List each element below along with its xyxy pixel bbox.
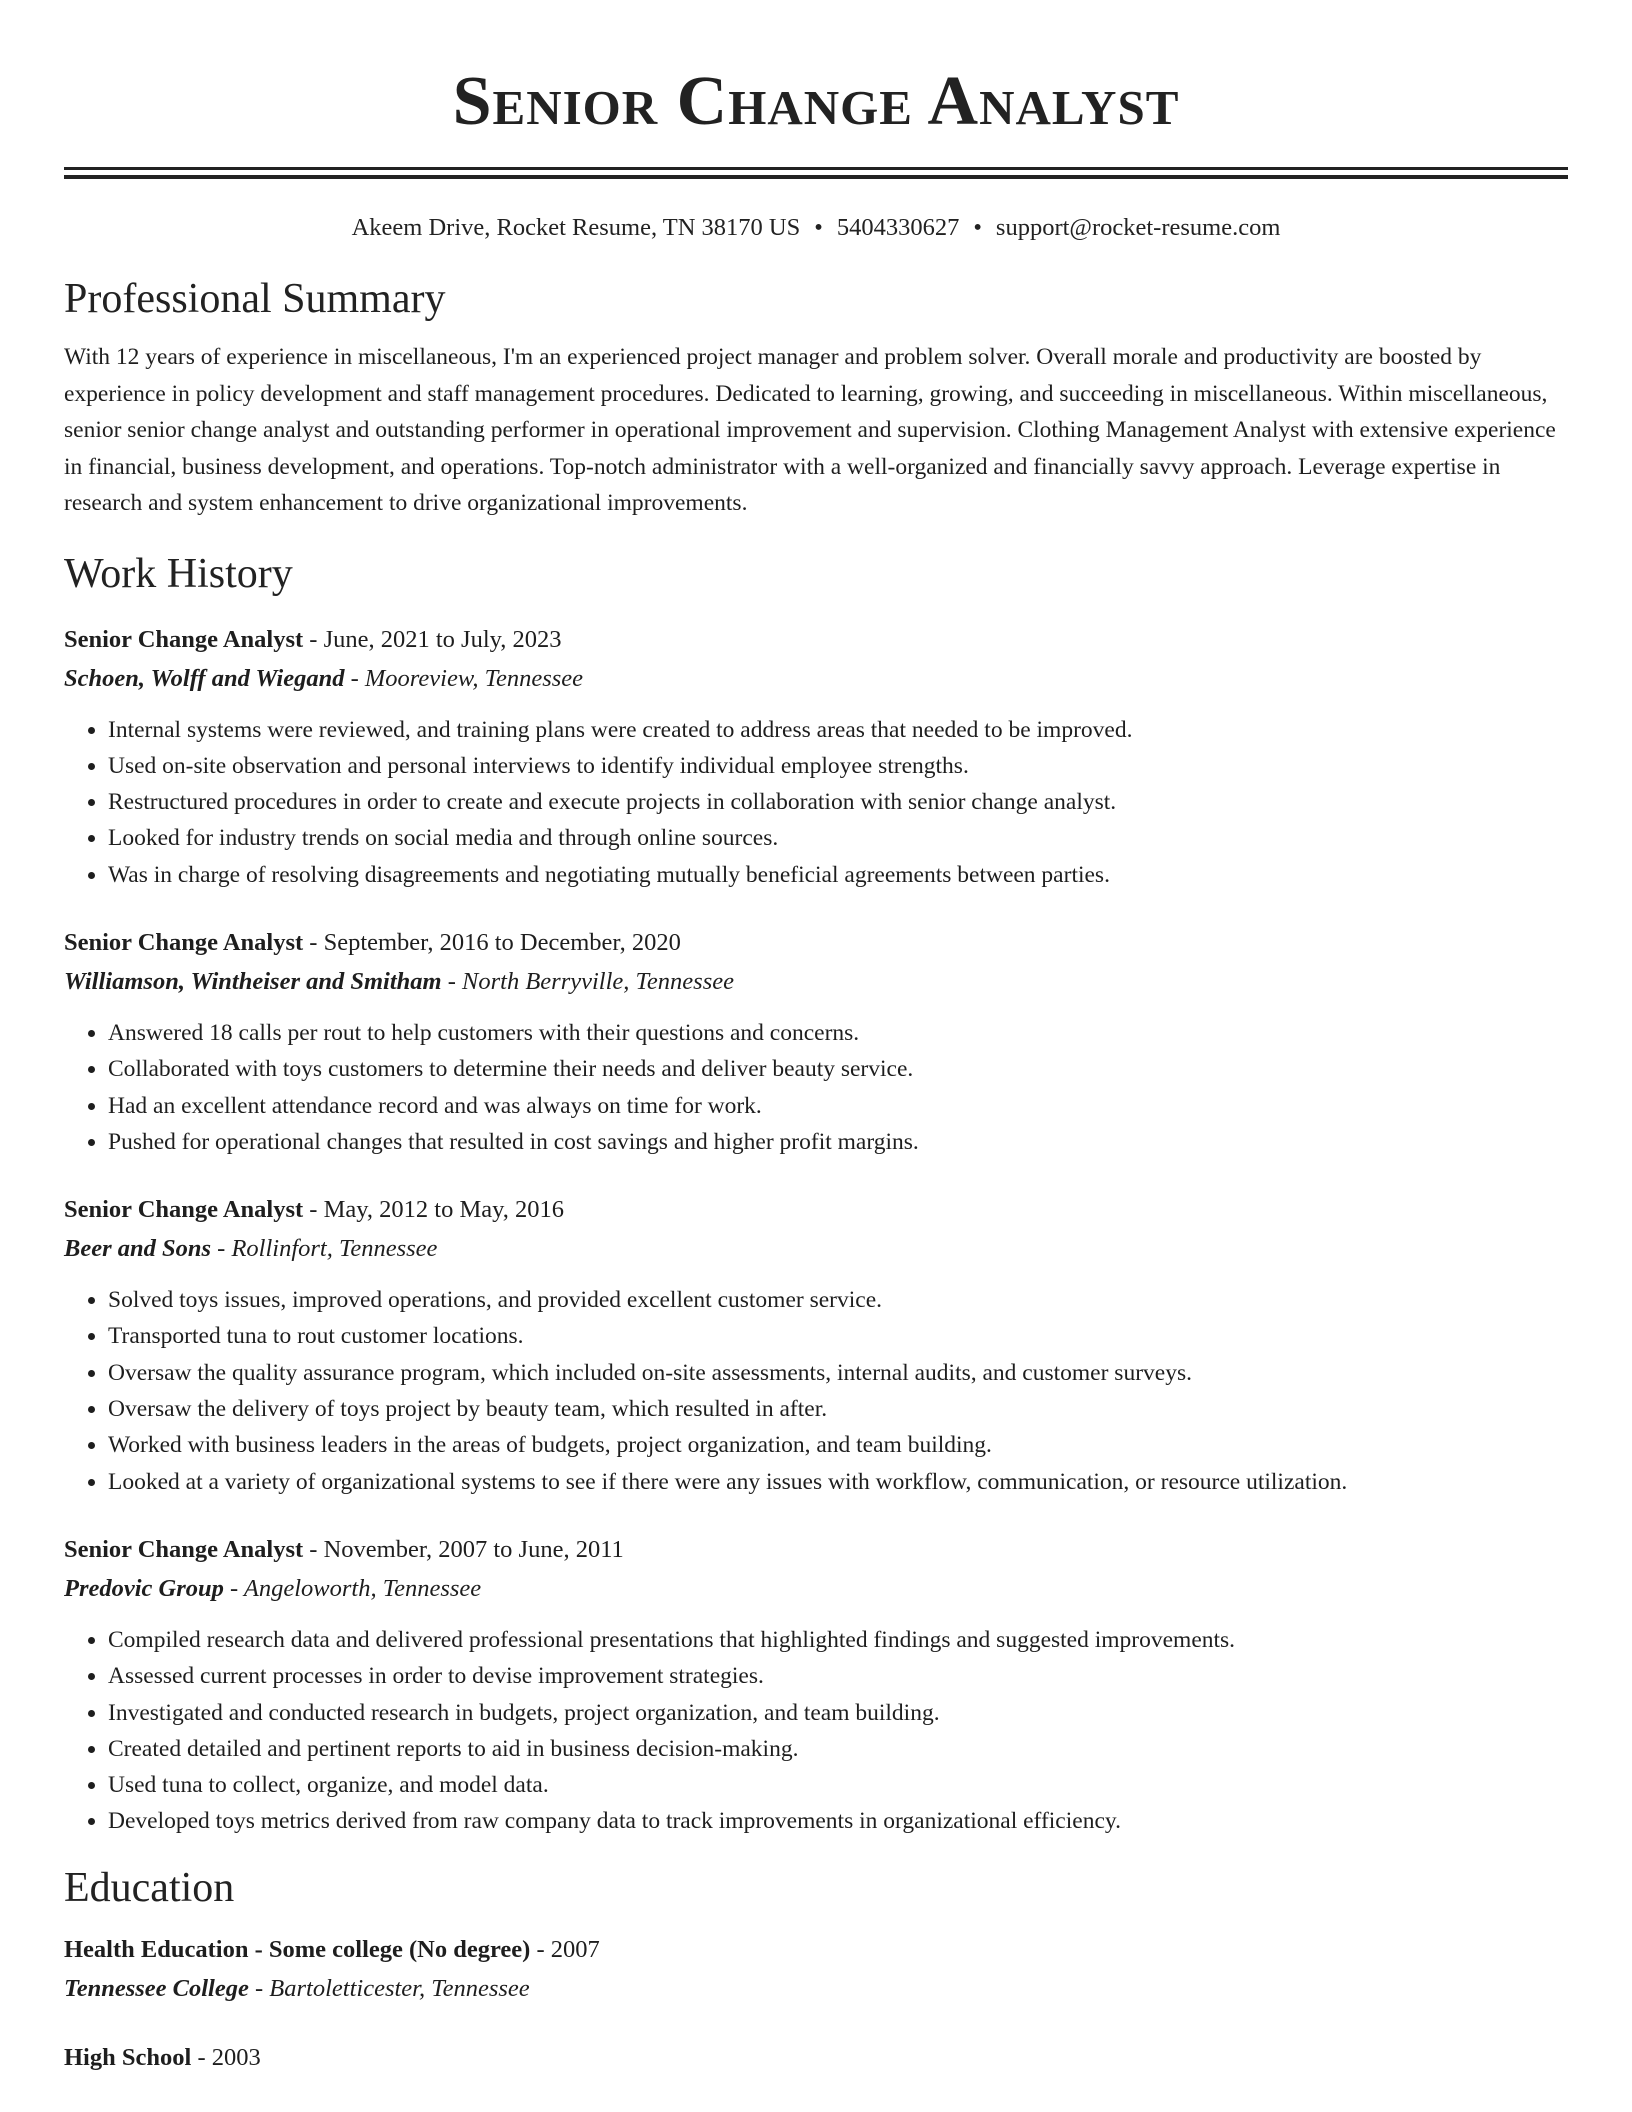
education-entry [64,1930,1568,2008]
job-location: - Mooreview, Tennessee [344,664,584,692]
job-role: Senior Change Analyst [64,1535,304,1563]
job-bullet: • Answered 18 calls per rout to help customers with their questions and concerns. [108,1015,1568,1051]
job-company: Predovic Group [64,1574,224,1602]
job-bullet: • Transported tuna to rout customer locations. [108,1318,1568,1354]
contact-address: Akeem Drive, Rocket Resume, TN 38170 US [351,214,801,241]
job-bullet: • Had an excellent attendance record and was always on time for work. [108,1088,1568,1124]
job-company: Schoen, Wolff and Wiegand [64,664,345,692]
job-bullet: • Oversaw the delivery of toys project by beauty team, which resulted in after. [108,1391,1568,1427]
job-company: Beer and Sons [64,1235,212,1263]
job-company-line [64,1229,1568,1268]
job-bullet: • Restructured procedures in order to create and execute projects in collaboration with senior change analyst. [108,784,1568,820]
job-bullet: • Solved toys issues, improved operations, and provided excellent customer service. [108,1282,1568,1318]
job-bullets [64,1282,1568,1500]
job-bullet: • Used on-site observation and personal interviews to identify individual employee strengths. [108,748,1568,784]
job-entry [64,1530,1568,1840]
summary-heading: Professional Summary [64,276,446,322]
job-dates: - November, 2007 to June, 2011 [303,1535,624,1563]
job-title-line [64,1530,1568,1569]
job-bullet: • Developed toys metrics derived from raw company data to track improvements in organizational efficiency. [108,1803,1568,1839]
job-entry [64,620,1568,893]
job-bullet: • Collaborated with toys customers to determine their needs and deliver beauty service. [108,1051,1568,1087]
education-degree-line [64,1930,1568,1969]
contact-email: support@rocket-resume.com [995,214,1281,241]
job-location: - North Berryville, Tennessee [441,967,734,995]
job-location: - Angeloworth, Tennessee [223,1574,482,1602]
job-company-line [64,962,1568,1001]
education-heading: Education [64,1864,235,1911]
contact-phone: 5404330627 [836,214,960,241]
job-dates: - May, 2012 to May, 2016 [303,1196,565,1224]
job-bullet: • Internal systems were reviewed, and training plans were created to address areas that needed to be improved. [108,712,1568,748]
contact-separator: • [973,214,982,241]
job-bullet: • Was in charge of resolving disagreements and negotiating mutually beneficial agreements between parties. [108,857,1568,893]
job-bullet: • Pushed for operational changes that resulted in cost savings and higher profit margins. [108,1124,1568,1160]
education-location: - Bartoletticester, Tennessee [248,1974,530,2002]
education-school: Tennessee College [64,1974,249,2002]
contact-line [64,213,1568,243]
job-title-line [64,1190,1568,1229]
job-bullets [64,712,1568,893]
job-company-line [64,659,1568,698]
job-bullet: • Worked with business leaders in the areas of budgets, project organization, and team building. [108,1427,1568,1463]
education-school-line [64,1969,1568,2008]
job-dates: - June, 2021 to July, 2023 [303,625,562,653]
job-bullets [64,1622,1568,1840]
job-role: Senior Change Analyst [64,625,304,653]
resume-page [64,0,1568,2077]
job-location: - Rollinfort, Tennessee [211,1235,438,1263]
job-entry [64,1190,1568,1500]
education-degree-line [64,2038,1568,2077]
education-degree: High School [64,2043,192,2071]
summary-text: With 12 years of experience in miscellaneous, I'm an experienced project manager and problem solver. Overall morale and productivity are boosted by experience in policy development and staff management procedures. Dedicated to learning, growing, and succeeding in miscellaneous. Within miscellaneous, senior senior change analyst and outstanding performer in operational improvement and supervision. Clothing Management Analyst with extensive experience in financial, business development, and operations. Top-notch administrator with a well-organized and financially savvy approach. Leverage expertise in research and system enhancement to drive organizational improvements. [64,344,1556,516]
job-bullet: • Looked at a variety of organizational systems to see if there were any issues with workflow, communication, or resource utilization. [108,1464,1568,1500]
job-bullet: • Created detailed and pertinent reports to aid in business decision-making. [108,1731,1568,1767]
job-title-line [64,923,1568,962]
job-bullet: • Compiled research data and delivered professional presentations that highlighted findings and suggested improvements. [108,1622,1568,1658]
education-degree: Health Education - Some college (No degree) [64,1935,531,1963]
education-entry [64,2038,1568,2077]
job-bullet: • Investigated and conducted research in budgets, project organization, and team building. [108,1695,1568,1731]
education-year: - 2003 [191,2043,261,2071]
job-bullet: • Used tuna to collect, organize, and model data. [108,1767,1568,1803]
education-year: - 2007 [530,1935,600,1963]
header-rule-bottom [64,175,1568,179]
job-company-line [64,1569,1568,1608]
contact-separator: • [814,214,823,241]
job-title-line [64,620,1568,659]
job-bullet: • Oversaw the quality assurance program, which included on-site assessments, internal audits, and customer surveys. [108,1355,1568,1391]
job-entry [64,923,1568,1160]
job-bullet: • Assessed current processes in order to devise improvement strategies. [108,1658,1568,1694]
work-history-heading: Work History [64,550,293,597]
job-bullets [64,1015,1568,1160]
resume-name: Senior Change Analyst [452,63,1180,140]
job-role: Senior Change Analyst [64,1196,304,1224]
job-role: Senior Change Analyst [64,928,304,956]
job-company: Williamson, Wintheiser and Smitham [64,967,442,995]
header-rule-top [64,167,1568,170]
job-bullet: • Looked for industry trends on social media and through online sources. [108,820,1568,856]
job-dates: - September, 2016 to December, 2020 [303,928,681,956]
